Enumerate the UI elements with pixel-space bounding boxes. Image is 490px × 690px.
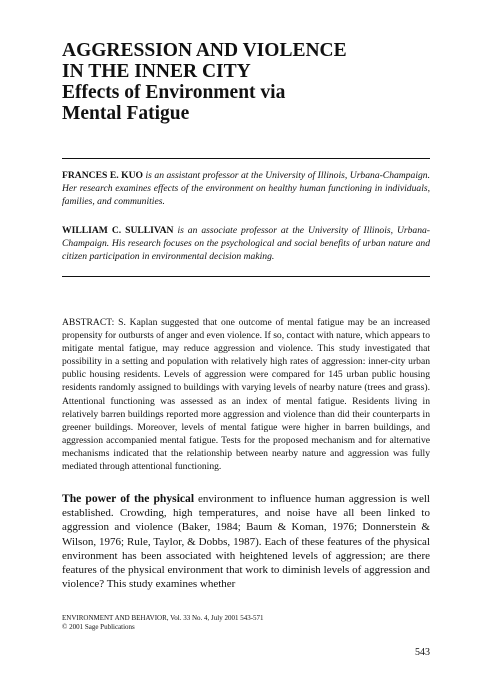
article-title: [62, 40, 442, 124]
title-line: Effects of Environment via: [62, 82, 286, 103]
faint-header: [62, 30, 272, 36]
author-bio: is an associate professor at the University of Illinois, Urbana-Champaign. His research focuses on the psychological and social benefits of urban nature and citizen participation in environmental decision making.: [62, 225, 431, 262]
author-bio: is an assistant professor at the University of Illinois, Urbana-Champaign. Her research examines effects of the environment on healthy human functioning in individuals, families, and communities.: [62, 170, 430, 207]
bottom-divider: [62, 276, 430, 277]
copyright: © 2001 Sage Publications: [62, 623, 135, 631]
author-note-kuo: [62, 170, 430, 209]
body-text: environment to influence human aggression is well established. Crowding, high temperatures, and noise have all been linked to aggression and violence (Baker, 1984; Baum & Koman, 1976; Donnerstein & Wilson, 1976; Rule, Taylor, & Dobbs, 1987). Each of these features of the physical environment has been associated with heightened levels of aggression; are there features of the physical environment that work to diminish levels of aggression and violence? This study examines whether: [62, 493, 430, 591]
journal-footer: [62, 614, 430, 632]
title-line: Mental Fatigue: [62, 103, 190, 124]
author-name: FRANCES E. KUO: [62, 170, 143, 181]
author-note-sullivan: [62, 225, 430, 264]
body-paragraph: [62, 492, 430, 591]
journal-citation: ENVIRONMENT AND BEHAVIOR, Vol. 33 No. 4, July 2001 543-571: [62, 614, 264, 622]
title-line: AGGRESSION AND VIOLENCE: [62, 40, 347, 61]
lead-in: The power of the physical: [62, 492, 195, 505]
abstract: ABSTRACT: S. Kaplan suggested that one outcome of mental fatigue may be an increased propensity for outbursts of anger and even violence. If so, contact with nature, which appears to mitigate mental fatigue, may reduce aggression and violence. This study investigated that possibility in a setting and population with relatively high rates of aggression: inner-city urban public housing residents. Levels of aggression were compared for 145 urban public housing residents randomly assigned to buildings with varying levels of nearby nature (trees and grass). Attentional functioning was assessed as an index of mental fatigue. Residents living in relatively barren buildings reported more aggression and violence than did their counterparts in greener buildings. Moreover, levels of mental fatigue were higher in barren buildings, and aggression accompanied mental fatigue. Tests for the proposed mechanism and for alternative mechanisms indicated that the relationship between nearby nature and aggression was fully mediated through attentional functioning.: [62, 317, 430, 473]
title-line: IN THE INNER CITY: [62, 61, 251, 82]
page-number: 543: [415, 647, 430, 658]
author-name: WILLIAM C. SULLIVAN: [62, 225, 174, 236]
top-divider: [62, 158, 430, 159]
